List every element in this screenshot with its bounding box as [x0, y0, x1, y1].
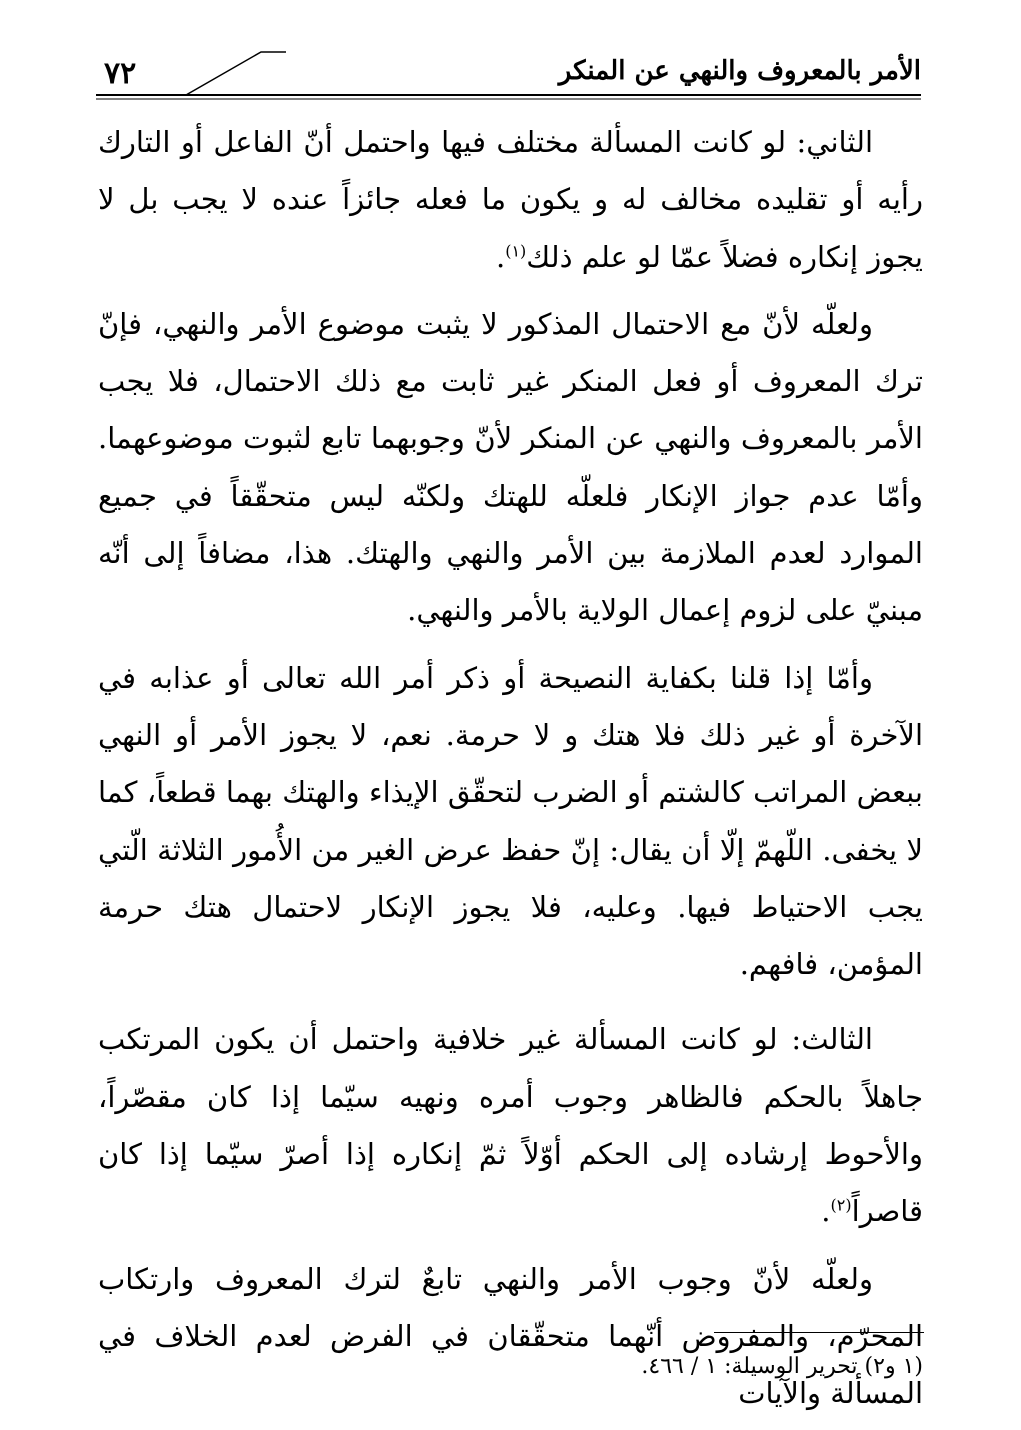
- footnote-mark-1: (١): [505, 240, 527, 260]
- paragraph-2: ولعلّه لأنّ مع الاحتمال المذكور لا يثبت موضوع الأمر والنهي، فإنّ ترك المعروف أو فعل المنكر غير ثابت مع ذلك الاحتمال، فلا يجب الأمر بالمعروف والنهي عن المنكر لأنّ وجوبهما تابع لثبوت موضوعهما. وأمّا عدم جواز الإنكار فلعلّه للهتك ولكنّه ليس متحقّقاً في جميع الموارد لعدم الملازمة بين الأمر والنهي والهتك. هذا، مضافاً إلى أنّه مبنيّ على لزوم إعمال الولاية بالأمر والنهي.: [98, 306, 923, 628]
- paragraph-1: [98, 114, 923, 286]
- paragraph-1-text: الثاني: لو كانت المسألة مختلف فيها واحتمل أنّ الفاعل أو التارك رأيه أو تقليده مخالف له و يكون ما فعله جائزاً عنده لا يجب بل لا يجوز إنكاره فضلاً عمّا لو علم ذلك: [98, 125, 923, 274]
- paragraph-4-end: .: [821, 1194, 831, 1229]
- page-number: ٧٢: [104, 56, 137, 91]
- paragraph-1-end: .: [495, 239, 506, 274]
- paragraph-4: [98, 1011, 923, 1240]
- running-title: الأمر بالمعروف والنهي عن المنكر: [558, 56, 921, 86]
- paragraph-4-text: الثالث: لو كانت المسألة غير خلافية واحتمل أن يكون المرتكب جاهلاً بالحكم فالظاهر وجوب أمره ونهيه سيّما إذا كان مقصّراً، والأحوط إرشاده إلى الحكم أوّلاً ثمّ إنكاره إذا أصرّ سيّما إذا كان قاصراً: [98, 1022, 923, 1229]
- paragraph-3: وأمّا إذا قلنا بكفاية النصيحة أو ذكر أمر الله تعالى أو عذابه في الآخرة أو غير ذلك فلا هتك و لا حرمة. نعم، لا يجوز الأمر أو النهي ببعض المراتب كالشتم أو الضرب لتحقّق الإيذاء والهتك بهما قطعاً، كما لا يخفى. اللّهمّ إلّا أن يقال: إنّ حفظ عرض الغير من الأُمور الثلاثة الّتي يجب الاحتياط فيها. وعليه، فلا يجوز الإنكار لاحتمال هتك حرمة المؤمن، فافهم.: [98, 660, 923, 982]
- paragraph-5: ولعلّه لأنّ وجوب الأمر والنهي تابعٌ لترك المعروف وارتكاب المحرّم، والمفروض أنّهما متحقّقان في الفرض لعدم الخلاف في المسألة والآيات: [98, 1261, 923, 1411]
- body-text: [98, 114, 923, 1423]
- footnote-separator: [714, 1332, 924, 1333]
- footnote: (١ و٢) تحرير الوسيلة: ١ / ٤٦٦.: [641, 1354, 923, 1379]
- footnote-mark-2: (٢): [830, 1195, 852, 1215]
- page-header: [96, 40, 921, 100]
